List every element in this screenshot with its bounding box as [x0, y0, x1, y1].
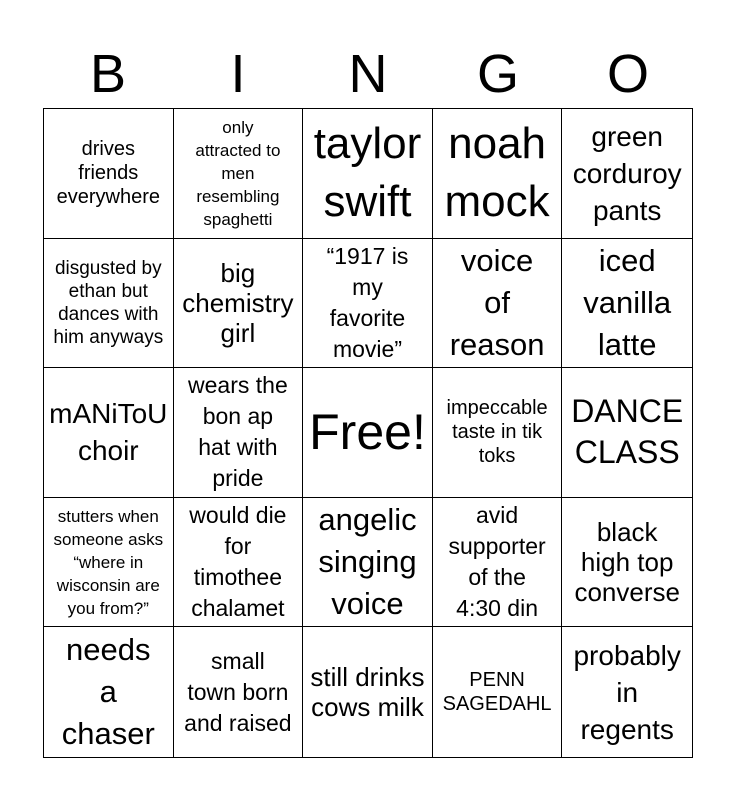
bingo-cell-text: impeccable taste in tik toks	[446, 397, 548, 468]
bingo-cell-text: noah mock	[444, 119, 550, 227]
bingo-cell-r5-c4[interactable]	[433, 627, 563, 757]
bingo-cell-r2-c2[interactable]	[174, 239, 304, 369]
bingo-cell-r4-c5[interactable]	[562, 498, 692, 628]
bingo-cell-text: green corduroy pants	[572, 120, 682, 226]
header-letter-g: G	[476, 44, 519, 104]
header-letter-i: I	[230, 44, 246, 104]
bingo-cell-text: disgusted by ethan but dances with him anyways	[53, 257, 164, 348]
bingo-cell-text: “1917 is my favorite movie”	[326, 242, 409, 362]
bingo-cell-r3-c4[interactable]	[433, 368, 563, 498]
bingo-cell-text: only attracted to men resembling spaghetti	[195, 117, 281, 229]
bingo-cell-text: wears the bon ap hat with pride	[188, 372, 288, 492]
bingo-cell-text: still drinks cows milk	[310, 662, 425, 723]
bingo-cell-text: mANiToU choir	[49, 398, 168, 467]
bingo-cell-r3-c1[interactable]	[44, 368, 174, 498]
header-letter-n: N	[348, 44, 388, 104]
bingo-cell-r1-c1[interactable]	[44, 109, 174, 239]
bingo-cell-text: voice of reason	[449, 242, 545, 362]
header-letter-o: O	[606, 44, 649, 104]
bingo-cell-r1-c4[interactable]	[433, 109, 563, 239]
bingo-cell-r2-c3[interactable]	[303, 239, 433, 369]
bingo-cell-r4-c2[interactable]	[174, 498, 304, 628]
bingo-cell-text: taylor swift	[313, 119, 422, 227]
bingo-cell-r4-c3[interactable]	[303, 498, 433, 628]
bingo-cell-r1-c3[interactable]	[303, 109, 433, 239]
bingo-cell-r4-c4[interactable]	[433, 498, 563, 628]
bingo-cell-r1-c2[interactable]	[174, 109, 304, 239]
free-space-label: Free!	[309, 404, 426, 461]
bingo-cell-text: small town born and raised	[184, 647, 292, 736]
bingo-cell-r2-c1[interactable]	[44, 239, 174, 369]
bingo-cell-text: black high top converse	[574, 517, 680, 608]
bingo-cell-text: iced vanilla latte	[583, 242, 672, 362]
bingo-cell-text: avid supporter of the 4:30 din	[448, 502, 546, 622]
bingo-cell-text: drives friends everywhere	[56, 138, 160, 209]
bingo-header	[43, 40, 693, 108]
bingo-cell-r5-c1[interactable]	[44, 627, 174, 757]
bingo-cell-r2-c5[interactable]	[562, 239, 692, 369]
bingo-cell-r4-c1[interactable]	[44, 498, 174, 628]
bingo-board	[43, 108, 693, 758]
bingo-cell-r3-c5[interactable]	[562, 368, 692, 498]
bingo-cell-free[interactable]	[303, 368, 433, 498]
bingo-cell-r5-c3[interactable]	[303, 627, 433, 757]
bingo-cell-text: angelic singing voice	[318, 502, 417, 622]
bingo-cell-r5-c2[interactable]	[174, 627, 304, 757]
bingo-cell-text: probably in regents	[573, 639, 681, 745]
bingo-cell-r1-c5[interactable]	[562, 109, 692, 239]
header-letter-b: B	[89, 44, 127, 104]
bingo-cell-text: DANCE CLASS	[571, 393, 684, 471]
bingo-cell-r5-c5[interactable]	[562, 627, 692, 757]
bingo-cell-text: PENN SAGEDAHL	[442, 669, 552, 716]
bingo-cell-text: would die for timothee chalamet	[189, 502, 287, 622]
bingo-cell-text: big chemistry girl	[182, 257, 294, 348]
bingo-cell-text: stutters when someone asks “where in wisconsin are you from?”	[53, 506, 164, 618]
bingo-cell-r3-c2[interactable]	[174, 368, 304, 498]
bingo-cell-text: needs a chaser	[61, 632, 155, 752]
bingo-cell-r2-c4[interactable]	[433, 239, 563, 369]
